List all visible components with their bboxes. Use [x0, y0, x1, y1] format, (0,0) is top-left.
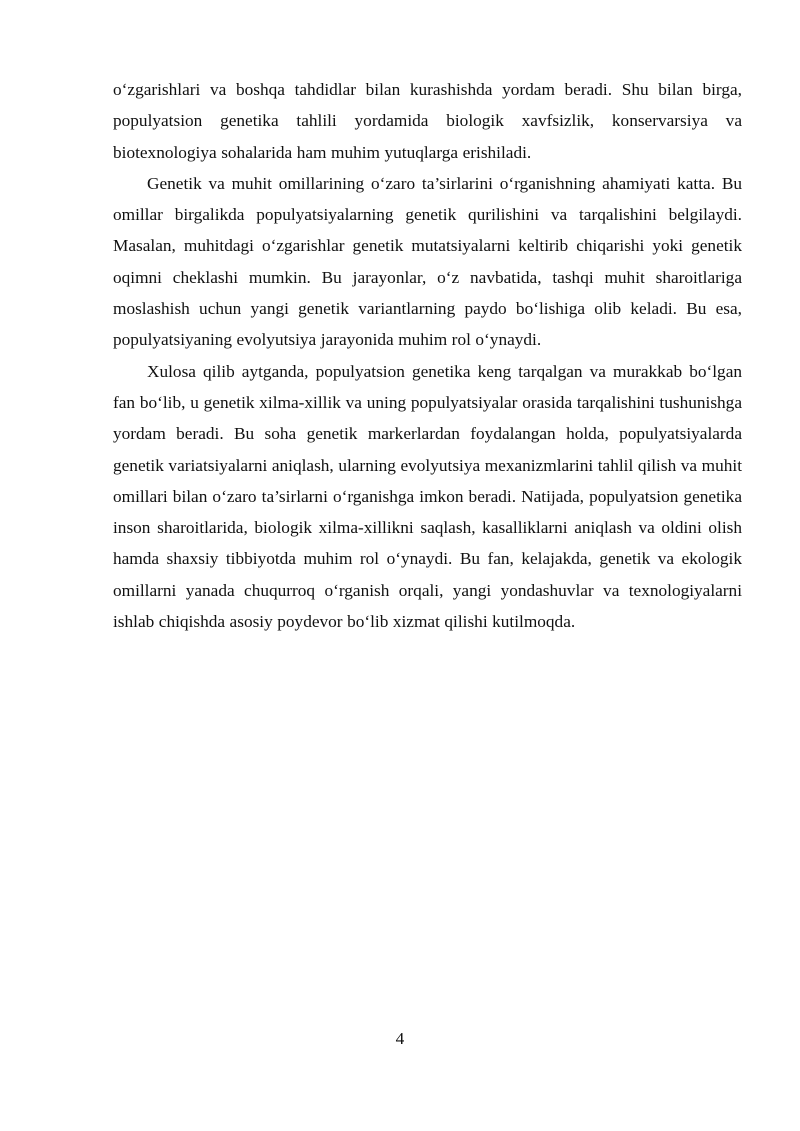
paragraph-continuation: o‘zgarishlari va boshqa tahdidlar bilan kurashishda yordam beradi. Shu bilan birga, populyatsion genetika tahlili yordamida biologik xavfsizlik, konservarsiya va biotexnologiya sohalarida ham muhim yutuqlarga erishiladi.: [113, 80, 742, 162]
paragraph-genetic-environment: Genetik va muhit omillarining o‘zaro ta’sirlarini o‘rganishning ahamiyati katta. Bu omillar birgalikda populyatsiyalarning genetik qurilishini va tarqalishini belgilaydi. Masalan, muhitdagi o‘zgarishlar genetik mutatsiyalarni keltirib chiqarishi yoki genetik oqimni cheklashi mumkin. Bu jarayonlar, o‘z navbatida, tashqi muhit sharoitlariga moslashish uchun yangi genetik variantlarning paydo bo‘lishiga olib keladi. Bu esa, populyatsiyaning evolyutsiya jarayonida muhim rol o‘ynaydi.: [113, 173, 742, 350]
document-body: [113, 74, 742, 637]
page-number: 4: [395, 1029, 405, 1048]
paragraph-conclusion: Xulosa qilib aytganda, populyatsion genetika keng tarqalgan va murakkab bo‘lgan fan bo‘lib, u genetik xilma-xillik va uning populyatsiyalar orasida tarqalishini tushunishga yordam beradi. Bu soha genetik markerlardan foydalangan holda, populyatsiyalarda genetik variatsiyalarni aniqlash, ularning evolyutsiya mexanizmlarini tahlil qilish va muhit omillari bilan o‘zaro ta’sirlarni o‘rganishga imkon beradi. Natijada, populyatsion genetika inson sharoitlarida, biologik xilma-xillikni saqlash, kasalliklarni aniqlash va oldini olish hamda shaxsiy tibbiyotda muhim rol o‘ynaydi. Bu fan, kelajakda, genetik va ekologik omillarni yanada chuqurroq o‘rganish orqali, yangi yondashuvlar va texnologiyalarni ishlab chiqishda asosiy poydevor bo‘lib xizmat qilishi kutilmoqda.: [113, 361, 742, 632]
